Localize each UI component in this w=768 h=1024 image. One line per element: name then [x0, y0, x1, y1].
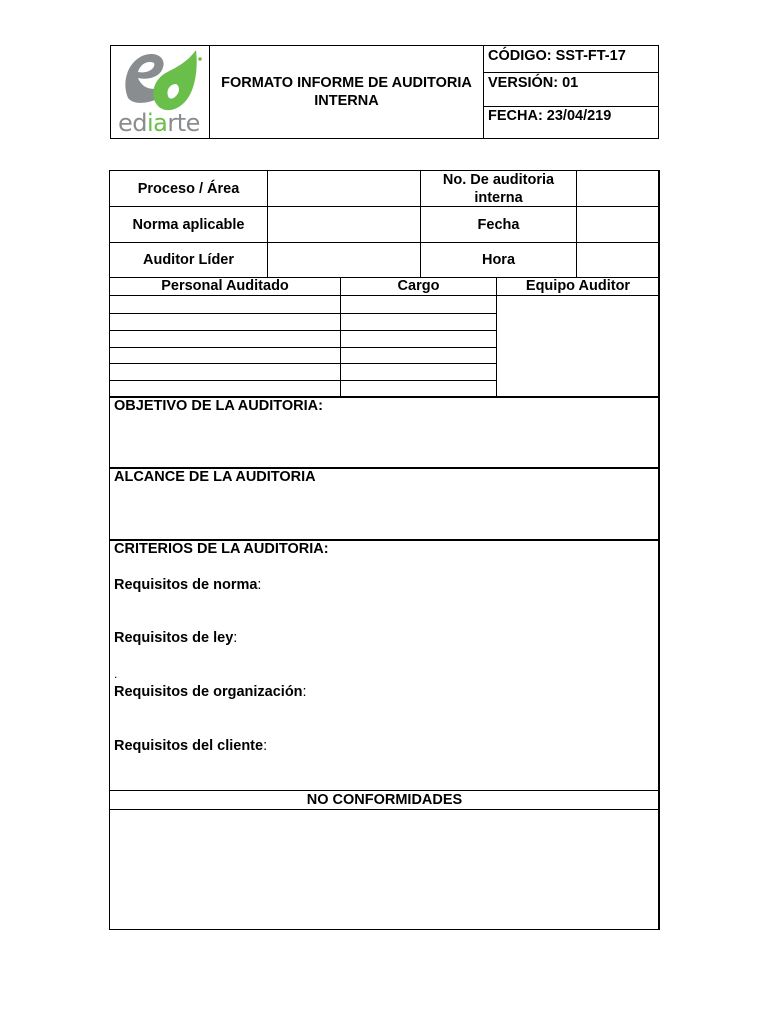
process-area-field[interactable]: [268, 171, 420, 206]
audit-number-label: No. De auditoria interna: [442, 171, 555, 206]
nonconformities-title: NO CONFORMIDADES: [306, 792, 463, 808]
scope-section[interactable]: [110, 469, 659, 539]
objective-section[interactable]: [110, 398, 659, 468]
client-requirements: Requisitos del cliente:: [114, 738, 268, 754]
personnel-row[interactable]: [110, 364, 340, 380]
nonconformities-field[interactable]: [110, 810, 659, 929]
audit-team-field[interactable]: [497, 296, 659, 397]
lead-auditor-field[interactable]: [268, 243, 420, 277]
company-logo: [112, 46, 208, 138]
col-divider: [340, 277, 341, 397]
organization-requirements: Requisitos de organización:: [114, 684, 307, 700]
applicable-norm-label: Norma aplicable: [132, 216, 245, 233]
date-field[interactable]: [577, 207, 659, 242]
audit-team-header: Equipo Auditor: [525, 278, 631, 294]
norm-requirements: Requisitos de norma:: [114, 577, 262, 593]
scope-title: ALCANCE DE LA AUDITORIA: [114, 469, 316, 485]
document-date: FECHA: 23/04/219: [488, 108, 612, 124]
criteria-title: CRITERIOS DE LA AUDITORIA:: [114, 541, 329, 557]
lead-auditor-label: Auditor Líder: [142, 252, 235, 268]
time-label: Hora: [481, 252, 516, 268]
personnel-row[interactable]: [110, 381, 340, 397]
document-version: VERSIÓN: 01: [488, 75, 579, 91]
document-code: CÓDIGO: SST-FT-17: [488, 48, 626, 64]
law-requirements: Requisitos de ley:: [114, 630, 238, 646]
position-header: Cargo: [397, 278, 440, 294]
objective-title: OBJETIVO DE LA AUDITORIA:: [114, 398, 323, 414]
document-title: FORMATO INFORME DE AUDITORIA INTERNA: [221, 75, 472, 109]
personnel-row[interactable]: [110, 296, 340, 313]
time-field[interactable]: [577, 243, 659, 277]
dot-mark: .: [114, 667, 118, 681]
criteria-section[interactable]: [110, 541, 659, 790]
personnel-row[interactable]: [110, 348, 340, 363]
logo-wordmark: ediarte: [118, 109, 200, 137]
process-area-label: Proceso / Área: [137, 180, 240, 197]
personnel-row[interactable]: [110, 314, 340, 330]
personnel-row[interactable]: [110, 331, 340, 347]
audited-personnel-header: Personal Auditado: [161, 278, 289, 294]
date-label: Fecha: [477, 216, 520, 233]
applicable-norm-field[interactable]: [268, 207, 420, 242]
audit-number-field[interactable]: [577, 171, 659, 206]
